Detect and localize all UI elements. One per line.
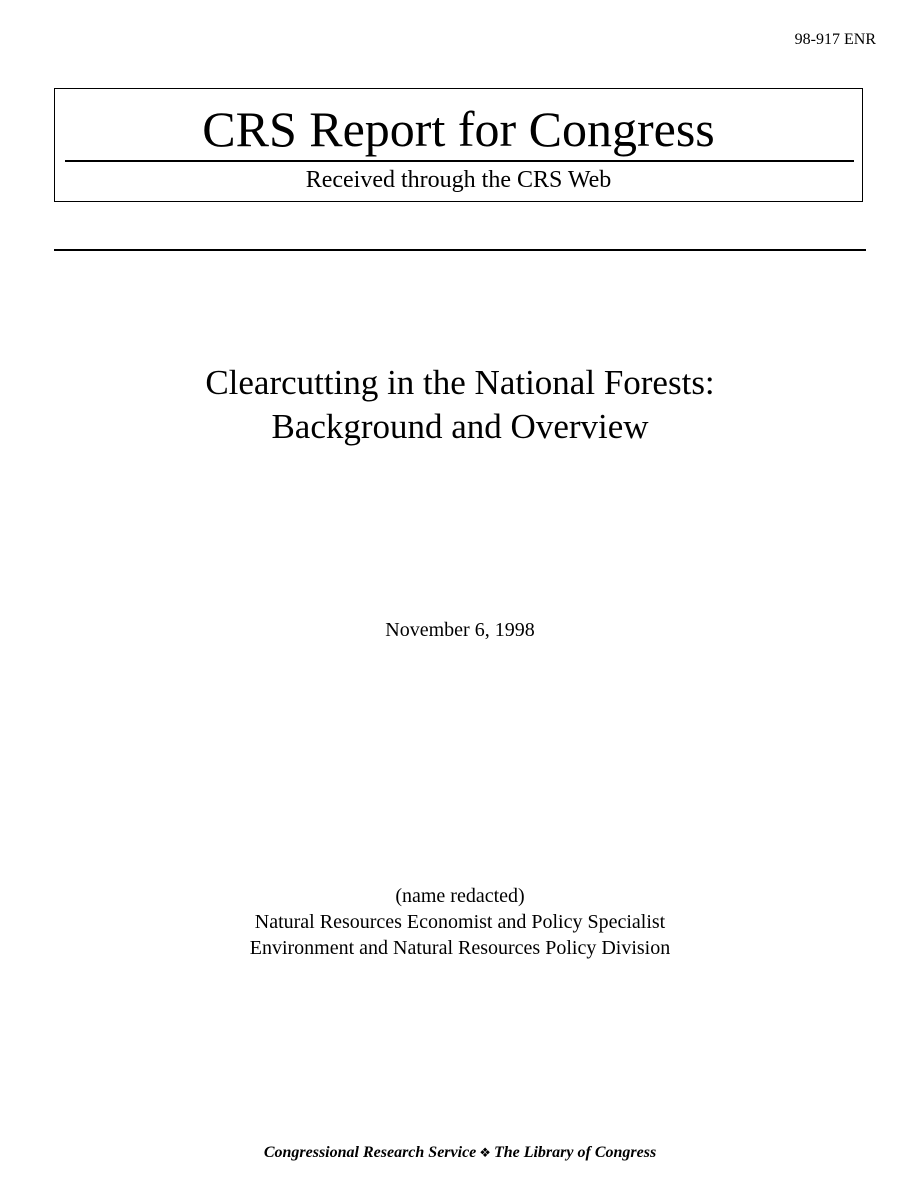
author-block [0, 883, 920, 961]
author-name: (name redacted) [395, 885, 525, 907]
diamond-separator-icon: ❖ [479, 1146, 491, 1161]
document-date: November 6, 1998 [385, 619, 535, 641]
footer-org-name: Congressional Research Service [263, 1144, 477, 1161]
report-header-box [54, 88, 863, 202]
footer-library-name: The Library of Congress [493, 1144, 657, 1161]
section-divider [54, 249, 866, 251]
report-series-subtitle: Received through the CRS Web [305, 167, 612, 193]
document-title-line-1: Clearcutting in the National Forests: [205, 363, 715, 402]
page-footer [0, 1143, 920, 1164]
document-title [0, 361, 920, 449]
author-division: Environment and Natural Resources Policy Division [249, 937, 671, 959]
author-position: Natural Resources Economist and Policy Specialist [254, 911, 666, 933]
document-title-line-2: Background and Overview [271, 407, 649, 446]
report-number: 98-917 ENR [794, 31, 876, 48]
header-divider [65, 160, 854, 162]
report-series-title: CRS Report for Congress [202, 101, 715, 157]
